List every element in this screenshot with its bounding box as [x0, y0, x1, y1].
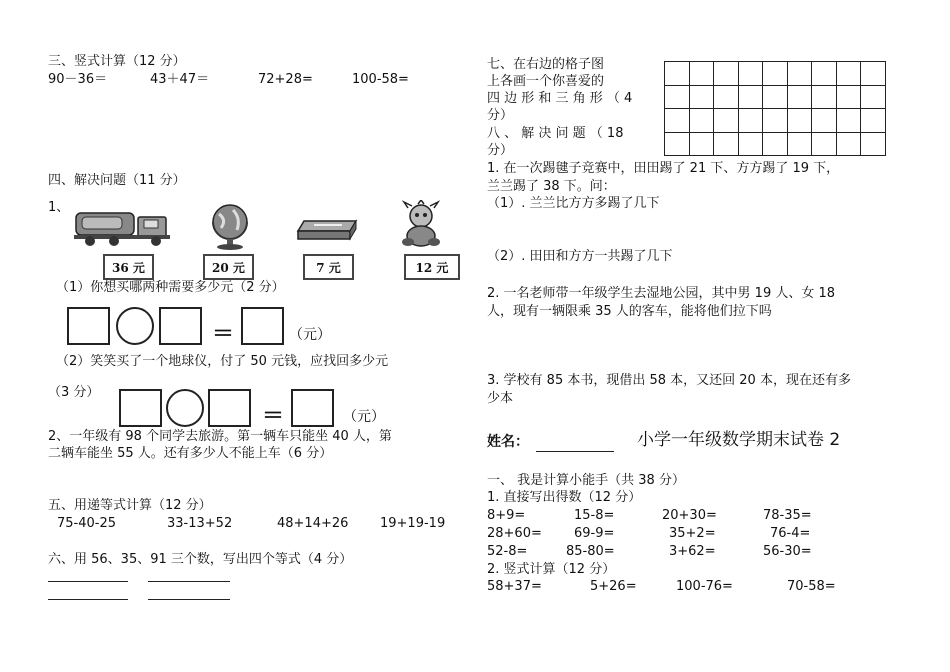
mental-calc-item: 52-8=: [487, 544, 528, 559]
mental-calc-item: 78-35=: [763, 508, 812, 523]
drawing-grid[interactable]: [664, 61, 886, 156]
price-tag-globe: 20 元: [203, 254, 254, 280]
globe-icon: [205, 200, 255, 252]
name-label: 姓名：: [487, 434, 529, 450]
mental-calc-item: 3+62=: [669, 544, 716, 559]
mental-calc-item: 20+30=: [662, 508, 717, 523]
price-tag-truck: 36 元: [103, 254, 154, 280]
operator-circle[interactable]: [116, 307, 154, 345]
section-7-line: 上各画一个你喜爱的: [487, 74, 605, 89]
vertical-calc-item: 5+26=: [590, 579, 637, 594]
answer-blank[interactable]: [48, 581, 128, 582]
question-2-line1: 2、一年级有 98 个同学去旅游。第一辆车只能坐 40 人，第: [48, 429, 392, 444]
problem-3-line2: 少本: [487, 391, 514, 406]
mental-calc-item: 76-4=: [770, 526, 811, 541]
section-8-line: 分）: [487, 143, 514, 158]
unit-label: （元）: [343, 409, 385, 425]
problem-1-line2: 兰兰踢了 38 下。问：: [487, 179, 616, 194]
mental-calc-item: 56-30=: [763, 544, 812, 559]
mental-calc-item: 15-8=: [574, 508, 615, 523]
vertical-calc-item: 100-58=: [352, 72, 409, 87]
question-1-1: （1）你想买哪两种需要多少元（2 分）: [56, 280, 285, 295]
answer-box[interactable]: [241, 307, 284, 345]
question-1-2: （2）笑笑买了一个地球仪，付了 50 元钱，应找回多少元: [56, 354, 389, 369]
part-1-title: 一、 我是计算小能手（共 38 分）: [487, 473, 685, 488]
section-7-line: 四 边 形 和 三 角 形 （ 4: [487, 91, 633, 106]
operator-circle[interactable]: [166, 389, 204, 427]
name-field[interactable]: [536, 451, 614, 452]
answer-blank[interactable]: [148, 581, 230, 582]
problem-3-line1: 3. 学校有 85 本书，现借出 58 本，又还回 20 本，现在还有多: [487, 373, 851, 388]
vertical-calc-item: 90－36＝: [48, 72, 108, 87]
problem-1-q1: （1）. 兰兰比方方多踢了几下: [487, 196, 660, 211]
price-tag-pencil-case: 7 元: [303, 254, 354, 280]
price-tag-toy: 12 元: [404, 254, 460, 280]
equals-sign: ＝: [212, 322, 235, 347]
mental-calc-item: 85-80=: [566, 544, 615, 559]
subsection-2-title: 2. 竖式计算（12 分）: [487, 562, 616, 577]
problem-1-line1: 1. 在一次踢毽子竞赛中，田田踢了 21 下、方方踢了 19 下，: [487, 161, 840, 176]
vertical-calc-item: 100-76=: [676, 579, 733, 594]
step-calc-item: 19+19-19: [380, 516, 446, 531]
mental-calc-item: 8+9=: [487, 508, 526, 523]
answer-box[interactable]: [159, 307, 202, 345]
answer-box[interactable]: [208, 389, 251, 427]
paper-title: 小学一年级数学期末试卷 2: [637, 430, 841, 450]
section-7-line: 分）: [487, 108, 514, 123]
unit-label: （元）: [289, 327, 331, 343]
cement-truck-icon: [72, 203, 180, 247]
problem-2-line1: 2. 一名老师带一年级学生去湿地公园，其中男 19 人、女 18: [487, 286, 836, 301]
answer-box[interactable]: [67, 307, 110, 345]
question-1-2-score: （3 分）: [48, 385, 100, 400]
section-6-title: 六、用 56、35、91 三个数，写出四个等式（4 分）: [48, 552, 353, 567]
section-3-title: 三、竖式计算（12 分）: [48, 54, 186, 69]
question-1-label: 1、: [48, 200, 70, 215]
problem-1-q2: （2）. 田田和方方一共踢了几下: [487, 249, 673, 264]
vertical-calc-item: 58+37=: [487, 579, 542, 594]
vertical-calc-item: 70-58=: [787, 579, 836, 594]
section-8-line: 八 、 解 决 问 题 （ 18: [487, 126, 624, 141]
step-calc-item: 33-13+52: [167, 516, 233, 531]
pencil-case-icon: [294, 215, 360, 243]
answer-blank[interactable]: [48, 599, 128, 600]
problem-2-line2: 人，现有一辆限乘 35 人的客车，能将他们拉下吗: [487, 304, 772, 319]
step-calc-item: 75-40-25: [57, 516, 117, 531]
mental-calc-item: 69-9=: [574, 526, 615, 541]
answer-box[interactable]: [291, 389, 334, 427]
answer-blank[interactable]: [148, 599, 230, 600]
mental-calc-item: 35+2=: [669, 526, 716, 541]
section-5-title: 五、用递等式计算（12 分）: [48, 498, 212, 513]
step-calc-item: 48+14+26: [277, 516, 349, 531]
mental-calc-item: 28+60=: [487, 526, 542, 541]
vertical-calc-item: 72+28=: [258, 72, 313, 87]
vertical-calc-item: 43＋47＝: [150, 72, 210, 87]
section-4-title: 四、解决问题（11 分）: [48, 173, 186, 188]
subsection-1-title: 1. 直接写出得数（12 分）: [487, 490, 642, 505]
equals-sign: ＝: [262, 404, 285, 429]
toy-icon: [396, 200, 446, 248]
question-2-line2: 二辆车能坐 55 人。还有多少人不能上车（6 分）: [48, 446, 333, 461]
answer-box[interactable]: [119, 389, 162, 427]
section-7-line: 七、在右边的格子图: [487, 57, 605, 72]
